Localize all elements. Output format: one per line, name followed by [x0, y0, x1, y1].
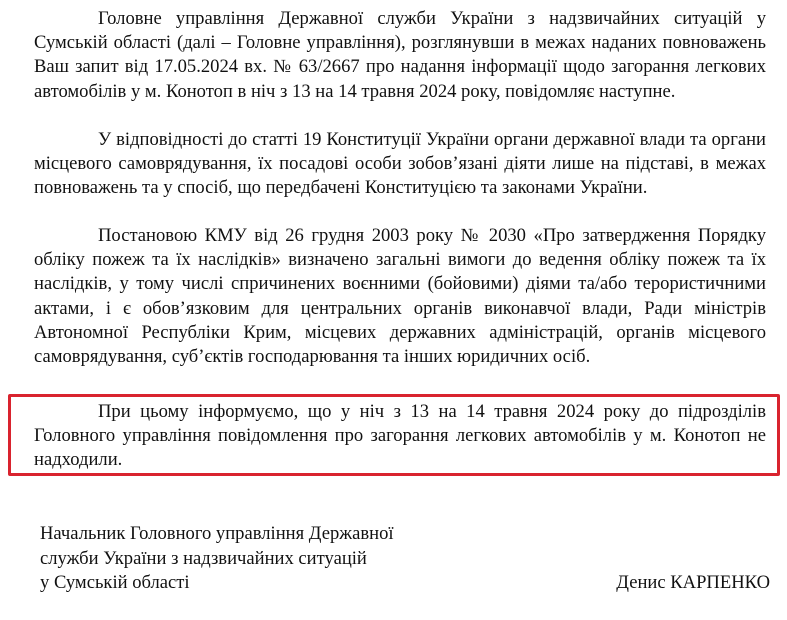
signatory-position-line: Начальник Головного управління Державної — [40, 523, 394, 544]
paragraph-constitution: У відповідності до статті 19 Конституції України органи державної влади та органи місцевого самоврядування, їх посадові особи зобов’язані діяти лише на підставі, в межах повноважень та у спосіб, що передбачені Конституцією та законами України. — [34, 129, 766, 199]
paragraph-intro: Головне управління Державної служби України з надзвичайних ситуацій у Сумській області (далі – Головне управління), розглянувши в межах наданих повноважень Ваш запит від 17.05.2024 вх. № 63/2667 про надання інформації щодо загорання легкових автомобілів у м. Конотоп в ніч з 13 на 14 травня 2024 року, повідомляє наступне. — [34, 8, 766, 102]
paragraph-resolution: Постановою КМУ від 26 грудня 2003 року № 2030 «Про затвердження Порядку обліку пожеж та їх наслідків» визначено загальні вимоги до ведення обліку пожеж та їх наслідків, у тому числі спричинених воєнними (бойовими) діями та/або терористичними актами, і є обов’язковим для центральних органів виконавчої влади, Ради міністрів Автономної Республіки Крим, місцевих державних адміністрацій, органів місцевого самоврядування, суб’єктів господарювання та інших юридичних осіб. — [34, 225, 766, 368]
paragraph-conclusion-highlighted: При цьому інформуємо, що у ніч з 13 на 14 травня 2024 року до підрозділів Головного управління повідомлення про загорання легкових автомобілів у м. Конотоп не надходили. — [34, 401, 766, 471]
signatory-name: Денис КАРПЕНКО — [616, 572, 770, 593]
signatory-position-line: у Сумській області — [40, 572, 190, 593]
signatory-position-line: служби України з надзвичайних ситуацій — [40, 547, 367, 569]
signatory-position — [40, 522, 500, 596]
